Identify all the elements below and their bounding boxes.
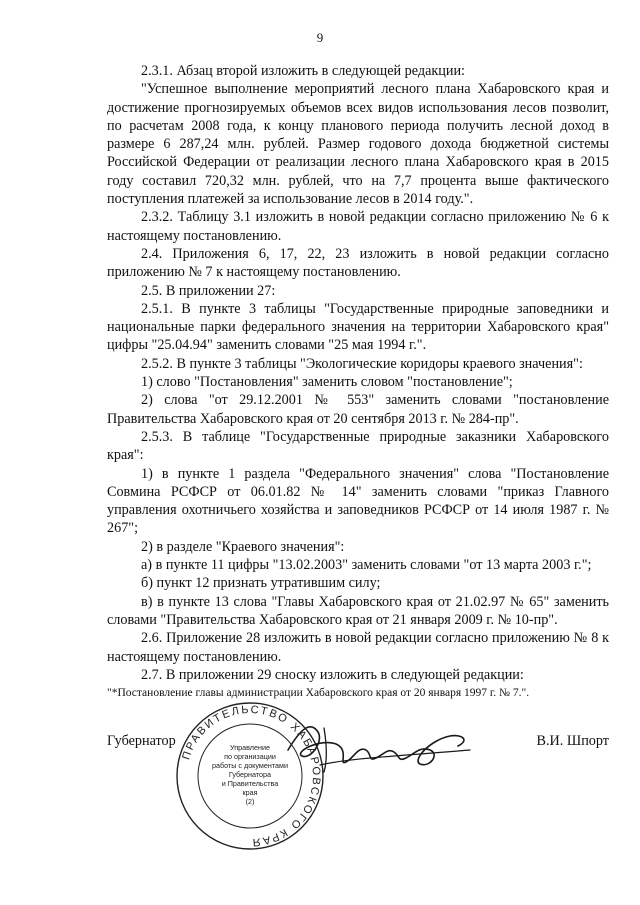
paragraph: 2.5.1. В пункте 3 таблицы "Государственные природные заповедники и национальные парки федерального значения на территории Хабаровского края" цифры "25.04.94" заменить словами "25 мая 1994 г.". [107,300,609,354]
seal-line: работы с документами [212,761,288,770]
paragraph: 1) в пункте 1 раздела "Федерального значения" слова "Постановление Совмина РСФСР от 06.01.82 № 14" заменить словами "приказ Главного управления охотничьего хозяйства и заповедников РСФСР от 14 июля 1987 г. № 267"; [107,465,609,537]
paragraph: 2.5.3. В таблице "Государственные природные заказники Хабаровского края": [107,428,609,464]
paragraph: 2) в разделе "Краевого значения": [141,538,345,555]
paragraph: 2.3.2. Таблицу 3.1 изложить в новой редакции согласно приложению № 6 к настоящему постановлению. [107,209,609,244]
paragraph: 2.5. В приложении 27: [141,282,276,299]
paragraph: 2) слова "от 29.12.2001 № 553" заменить словами "постановление Правительства Хабаровского края от 20 сентября 2013 г. № 284-пр". [107,392,609,427]
paragraph: 2.4. Приложения 6, 17, 22, 23 изложить в новой редакции согласно приложению № 7 к настоящему постановлению. [107,245,609,281]
document-body [107,62,609,701]
paragraph: "Успешное выполнение мероприятий лесного плана Хабаровского края и достижение прогнозируемых объемов всех видов использования лесов позволит, по расчетам 2008 года, к концу планового периода получить лесной доход в размере 6 287,24 млн. рублей. Размер годового дохода бюджетной системы Российской Федерации от реализации лесного плана Хабаровского края в 2015 году составил 720,32 млн. рублей, что на 7,7 процента выше фактического поступления платежей за использование лесов в 2014 году.". [107,81,609,208]
paragraph: а) в пункте 11 цифры "13.02.2003" заменить словами "от 13 марта 2003 г."; [141,557,592,574]
seal-line: по организации [224,752,276,761]
paragraph: 2.3.1. Абзац второй изложить в следующей редакции: [141,63,465,79]
paragraph: б) пункт 12 признать утратившим силу; [141,575,381,592]
page-number: 9 [316,30,324,45]
handwritten-signature [280,710,480,780]
footnote-text: "*Постановление главы администрации Хабаровского края от 20 января 1997 г. № 7.". [107,687,530,700]
seal-line: Управление [230,743,270,752]
seal-line: края [242,788,258,797]
seal-line: (2) [245,797,255,806]
seal-line: и Правительства [221,779,279,788]
paragraph: 2.6. Приложение 28 изложить в новой редакции согласно приложению № 8 к настоящему постановлению. [107,630,609,665]
paragraph: в) в пункте 13 слова "Главы Хабаровского края от 21.02.97 № 65" заменить словами "Правительства Хабаровского края от 21 января 2009 г. № 10-пр". [107,593,609,628]
seal-line: Губернатора [228,770,272,779]
signer-name: В.И. Шпорт [536,733,609,749]
paragraph: 2.7. В приложении 29 сноску изложить в следующей редакции: [141,666,524,683]
paragraph: 2.5.2. В пункте 3 таблицы "Экологические коридоры краевого значения": [141,355,583,372]
seal-outer-text-path: ПРАВИТЕЛЬСТВО ХАБАРОВСКОГО КРАЯ [180,703,323,849]
paragraph: 1) слово "Постановления" заменить словом "постановление"; [141,374,513,391]
signer-title: Губернатор [107,733,176,749]
